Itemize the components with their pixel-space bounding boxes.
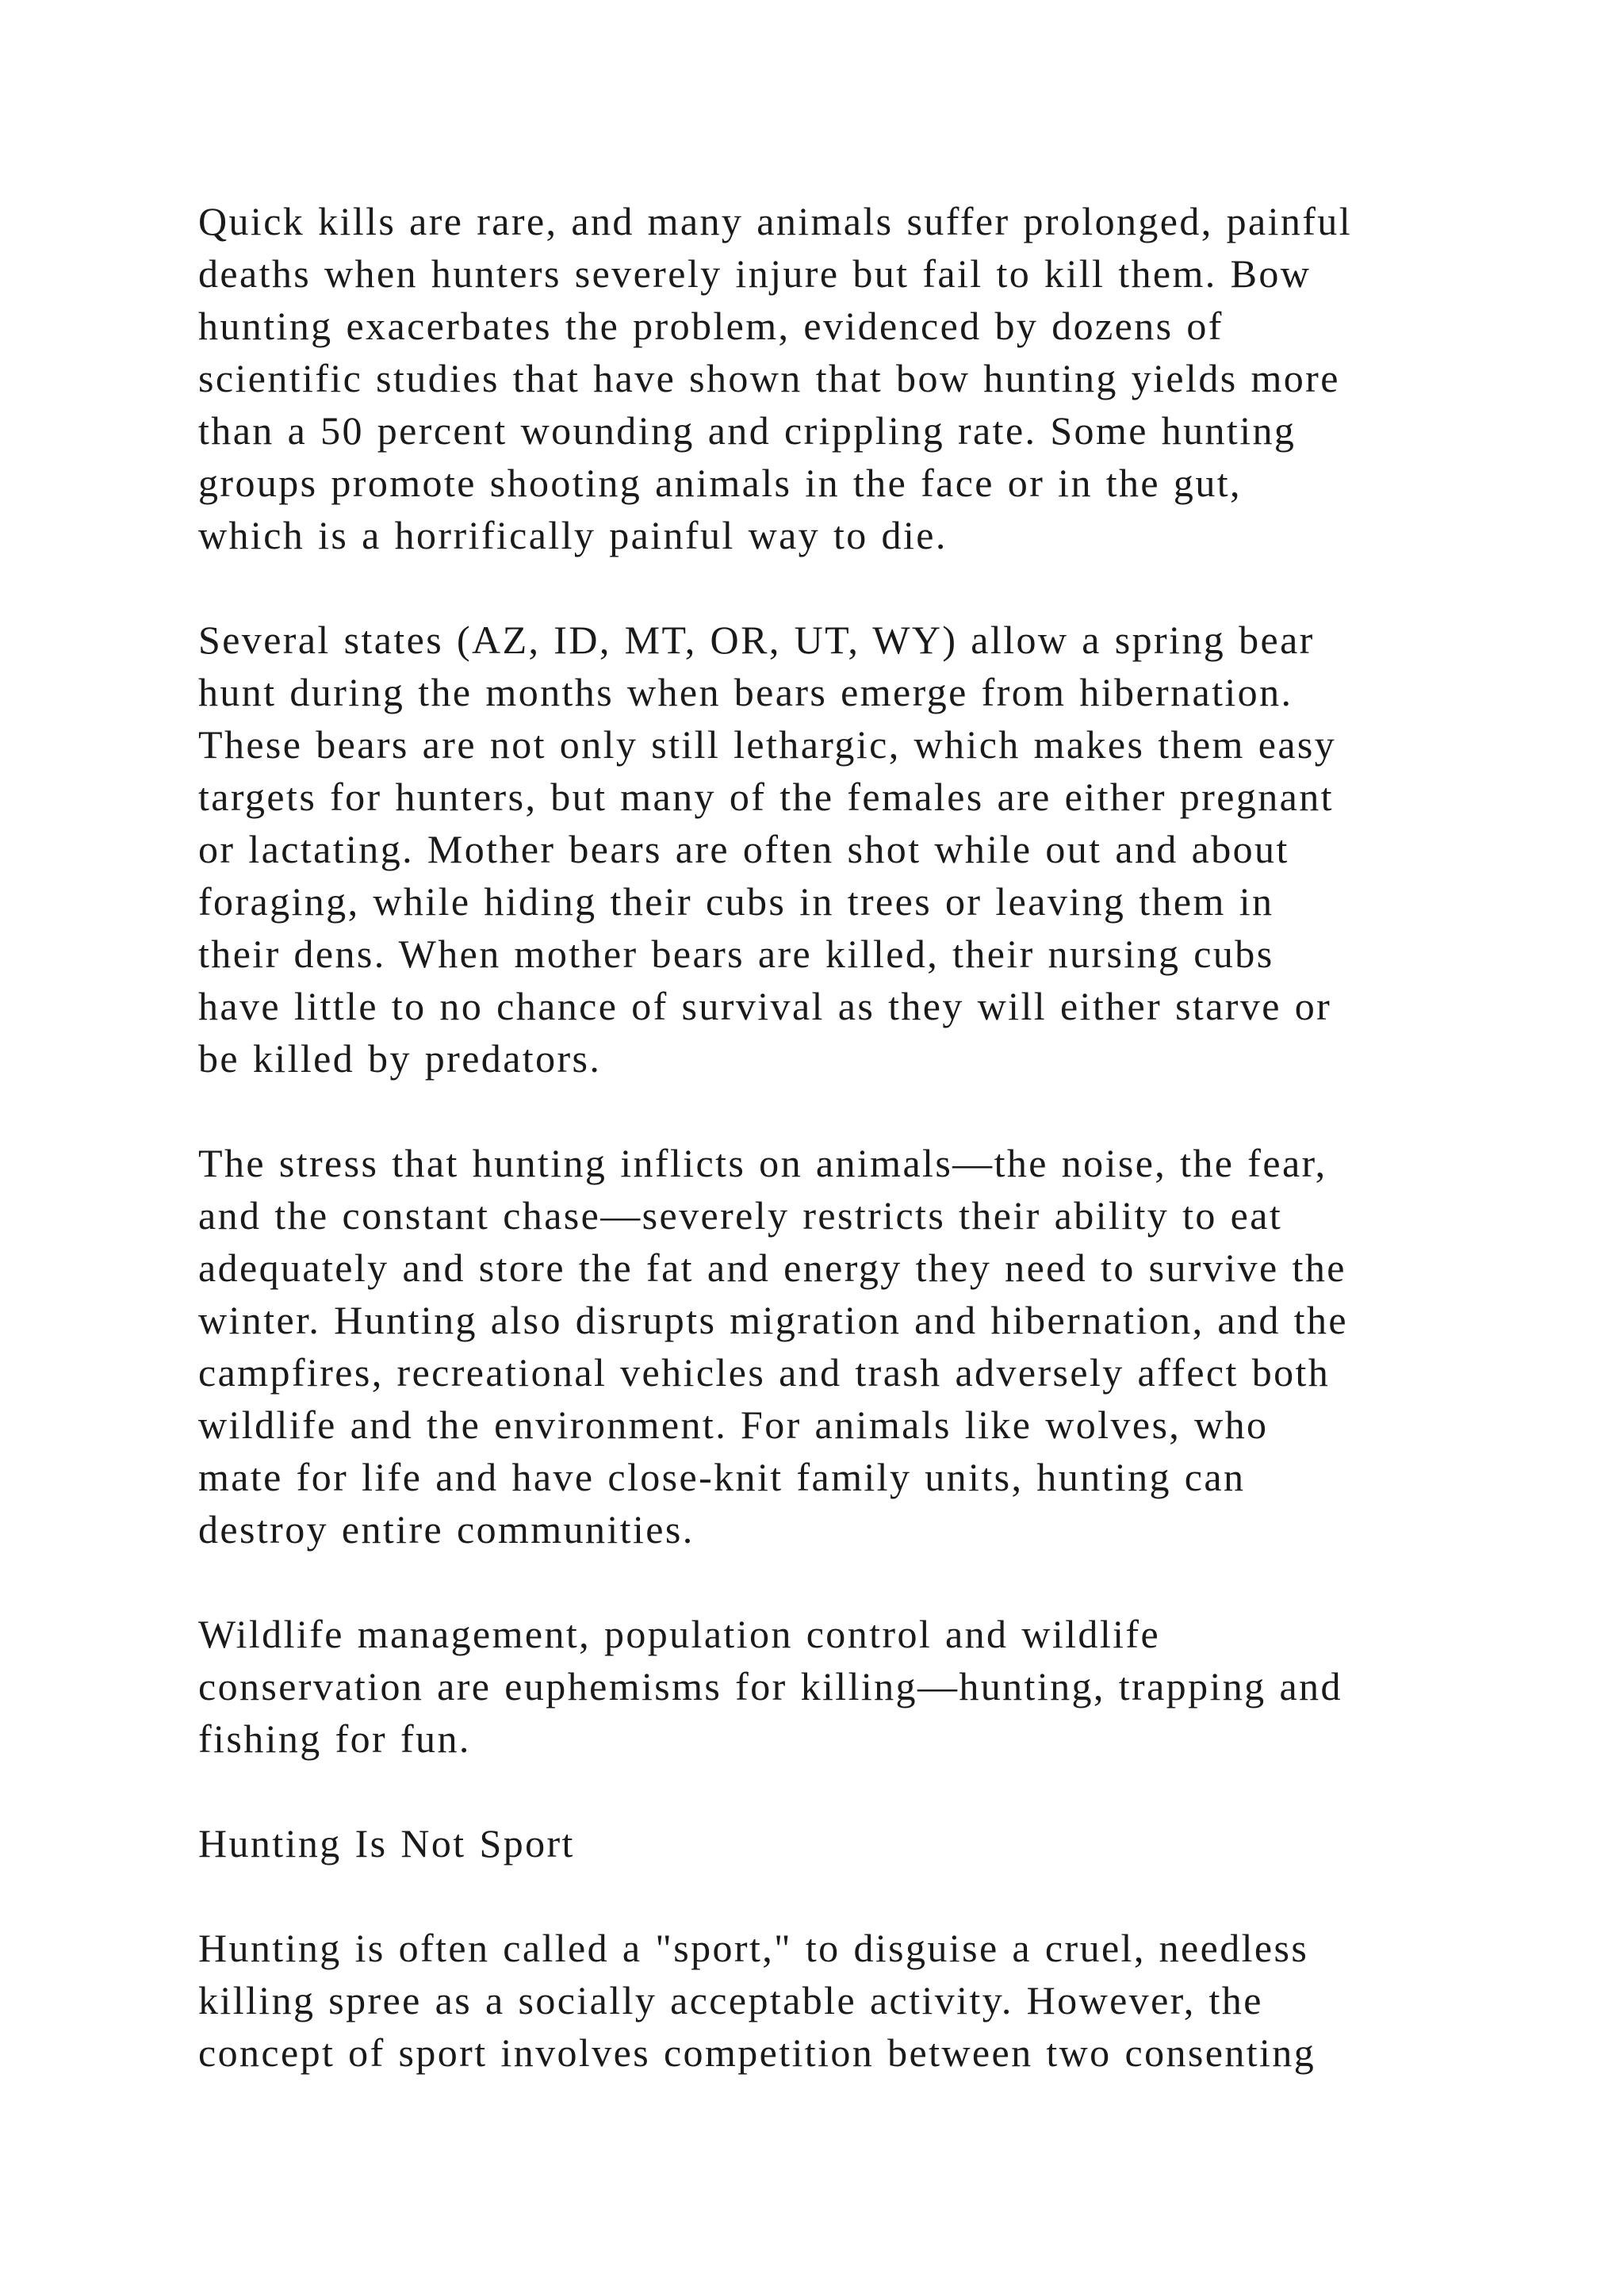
text-line: killing spree as a socially acceptable activity. However, the xyxy=(198,1978,1263,2022)
text-line: have little to no chance of survival as they will either starve or xyxy=(198,984,1332,1028)
text-line: campfires, recreational vehicles and trash adversely affect both xyxy=(198,1350,1331,1395)
text-line: mate for life and have close-knit family units, hunting can xyxy=(198,1455,1246,1499)
text-line: be killed by predators. xyxy=(198,1036,602,1081)
text-line: scientific studies that have shown that bow hunting yields more xyxy=(198,356,1340,400)
text-line: destroy entire communities. xyxy=(198,1507,695,1552)
text-line: foraging, while hiding their cubs in trees or leaving them in xyxy=(198,879,1274,924)
text-line: The stress that hunting inflicts on animals—the noise, the fear, xyxy=(198,1141,1327,1185)
text-line: Quick kills are rare, and many animals suffer prolonged, painful xyxy=(198,199,1352,243)
text-line: deaths when hunters severely injure but fail to kill them. Bow xyxy=(198,251,1312,296)
text-line: hunting exacerbates the problem, evidenced by dozens of xyxy=(198,304,1224,348)
heading-text: Hunting Is Not Sport xyxy=(198,1821,575,1866)
text-line: groups promote shooting animals in the face or in the gut, xyxy=(198,461,1242,505)
text-line: wildlife and the environment. For animals like wolves, who xyxy=(198,1402,1269,1447)
text-line: Hunting is often called a "sport," to disguise a cruel, needless xyxy=(198,1926,1309,1970)
paragraph-wounding xyxy=(198,195,1467,561)
paragraph-spring-bear-hunt xyxy=(198,614,1467,1085)
paragraph-not-sport xyxy=(198,1922,1467,2079)
text-line: and the constant chase—severely restricts their ability to eat xyxy=(198,1193,1283,1238)
text-line: or lactating. Mother bears are often shot while out and about xyxy=(198,827,1289,871)
text-line: These bears are not only still lethargic, which makes them easy xyxy=(198,722,1337,767)
text-line: conservation are euphemisms for killing—hunting, trapping and xyxy=(198,1664,1342,1709)
text-line: their dens. When mother bears are killed, their nursing cubs xyxy=(198,932,1274,976)
paragraph-euphemisms xyxy=(198,1608,1467,1765)
text-line: than a 50 percent wounding and crippling rate. Some hunting xyxy=(198,408,1297,453)
text-line: winter. Hunting also disrupts migration and hibernation, and the xyxy=(198,1298,1348,1342)
text-line: targets for hunters, but many of the females are either pregnant xyxy=(198,775,1334,819)
text-line: hunt during the months when bears emerge from hibernation. xyxy=(198,670,1293,714)
text-line: adequately and store the fat and energy they need to survive the xyxy=(198,1246,1346,1290)
paragraph-stress xyxy=(198,1137,1467,1556)
text-line: concept of sport involves competition between two consenting xyxy=(198,2030,1316,2075)
document-body xyxy=(198,195,1467,2131)
text-line: Several states (AZ, ID, MT, OR, UT, WY) allow a spring bear xyxy=(198,618,1315,662)
section-heading xyxy=(198,1817,1467,1869)
text-line: Wildlife management, population control and wildlife xyxy=(198,1612,1161,1656)
text-line: which is a horrifically painful way to die. xyxy=(198,513,948,557)
text-line: fishing for fun. xyxy=(198,1716,471,1761)
